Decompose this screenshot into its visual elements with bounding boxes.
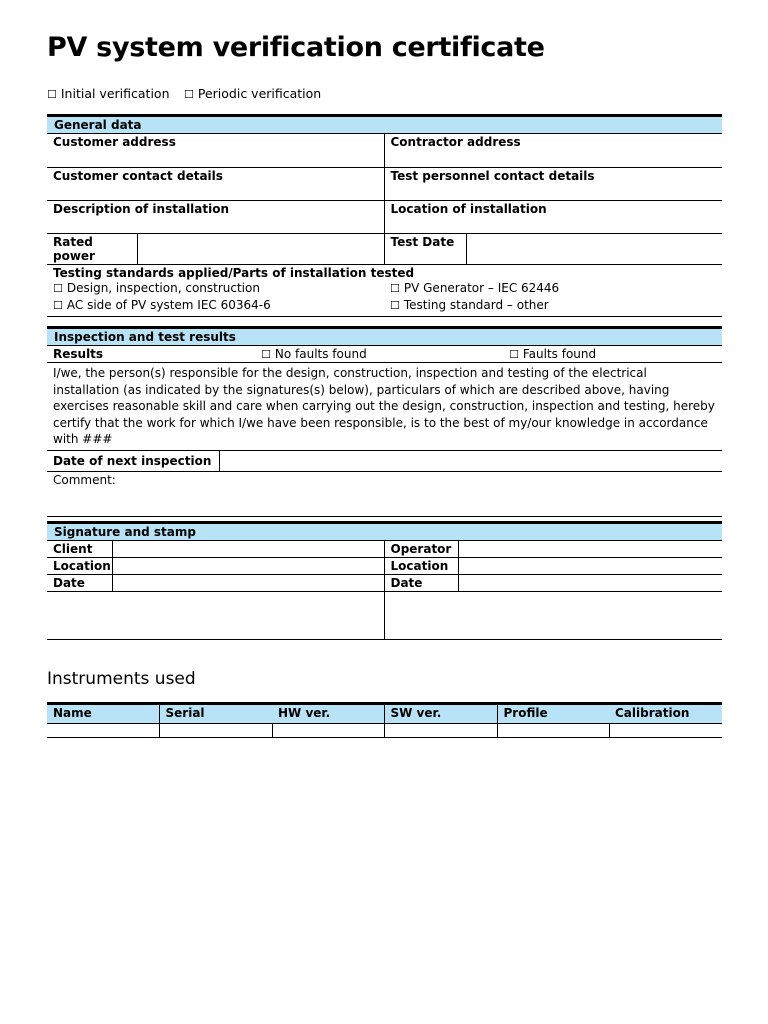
operator-date-label: Date [384,575,458,592]
client-date-label: Date [47,575,112,592]
standards-block [47,264,722,316]
column-header-hw-ver: HW ver. [272,705,384,723]
initial-verification-option[interactable] [47,86,170,101]
periodic-verification-option[interactable] [184,86,321,101]
test-date-input[interactable] [466,233,722,264]
table-cell[interactable] [159,723,272,737]
general-data-table [47,134,722,317]
table-cell[interactable] [384,723,497,737]
checkbox-icon[interactable]: ☐ [390,281,400,295]
table-cell[interactable] [497,723,609,737]
customer-address-field[interactable]: Customer address [47,134,384,167]
checkbox-icon[interactable]: ☐ [53,299,63,312]
instruments-table [47,705,722,738]
signature-section [47,521,722,640]
results-label: Results [47,346,255,363]
checkbox-icon[interactable]: ☐ [261,348,271,361]
client-location-label: Location [47,558,112,575]
client-location-input[interactable] [112,558,384,575]
no-faults-option[interactable]: ☐ No faults found [255,346,503,363]
checkbox-icon[interactable]: ☐ [509,348,519,361]
operator-signature-area[interactable] [384,592,722,640]
operator-input[interactable] [458,541,722,558]
client-signature-area[interactable] [47,592,384,640]
inspection-section [47,326,722,517]
column-header-serial: Serial [159,705,272,723]
column-header-sw-ver: SW ver. [384,705,497,723]
checkbox-icon[interactable]: ☐ [53,281,63,295]
standard-option[interactable]: ☐ Testing standard – other [390,298,549,312]
inspection-header: Inspection and test results [47,326,722,346]
signature-header: Signature and stamp [47,521,722,541]
test-date-label: Test Date [384,233,466,264]
signature-table [47,541,722,640]
operator-date-input[interactable] [458,575,722,592]
standards-heading: Testing standards applied/Parts of installation tested [53,265,415,280]
page-title: PV system verification certificate [47,32,545,63]
checkbox-icon[interactable]: ☐ [184,88,194,101]
description-field[interactable]: Description of installation [47,200,384,233]
client-label: Client [47,541,112,558]
column-header-name: Name [47,705,159,723]
results-table [47,346,722,363]
rated-power-input[interactable] [137,233,384,264]
operator-label: Operator [384,541,458,558]
table-cell[interactable] [609,723,722,737]
table-cell[interactable] [47,723,159,737]
operator-location-input[interactable] [458,558,722,575]
standard-option[interactable]: ☐ AC side of PV system IEC 60364-6 [53,298,271,312]
checkbox-icon[interactable]: ☐ [47,88,57,101]
column-header-profile: Profile [497,705,609,723]
periodic-verification-label: Periodic verification [197,86,322,101]
location-field[interactable]: Location of installation [384,200,722,233]
faults-option[interactable]: ☐ Faults found [503,346,722,363]
certification-text: I/we, the person(s) responsible for the design, construction, inspection and testing of the electrical installation (as indicated by the signatures(s) below), particulars of which are described above, having exercises reasonable skill and care when carrying out the design, construction, inspection and testing, hereby certify that the work for which I/we have been responsible, is to the best of my/our knowledge in accordance with ### [47,363,722,451]
next-inspection-table [47,451,722,473]
operator-location-label: Location [384,558,458,575]
client-date-input[interactable] [112,575,384,592]
column-header-calibration: Calibration [609,705,722,723]
instruments-heading: Instruments used [47,669,196,689]
initial-verification-label: Initial verification [60,86,170,101]
general-data-section [47,114,722,317]
contractor-address-field[interactable]: Contractor address [384,134,722,167]
next-inspection-input[interactable] [219,451,722,472]
checkbox-icon[interactable]: ☐ [390,299,400,312]
customer-contact-field[interactable]: Customer contact details [47,167,384,200]
client-input[interactable] [112,541,384,558]
general-data-header: General data [47,114,722,134]
standard-option[interactable]: ☐ Design, inspection, construction [53,280,260,295]
rated-power-label: Rated power [47,233,137,264]
next-inspection-label: Date of next inspection [47,451,219,472]
comment-field[interactable]: Comment: [47,472,722,517]
test-personnel-field[interactable]: Test personnel contact details [384,167,722,200]
standard-option[interactable]: ☐ PV Generator – IEC 62446 [390,280,560,295]
instruments-section [47,702,722,738]
table-cell[interactable] [272,723,384,737]
